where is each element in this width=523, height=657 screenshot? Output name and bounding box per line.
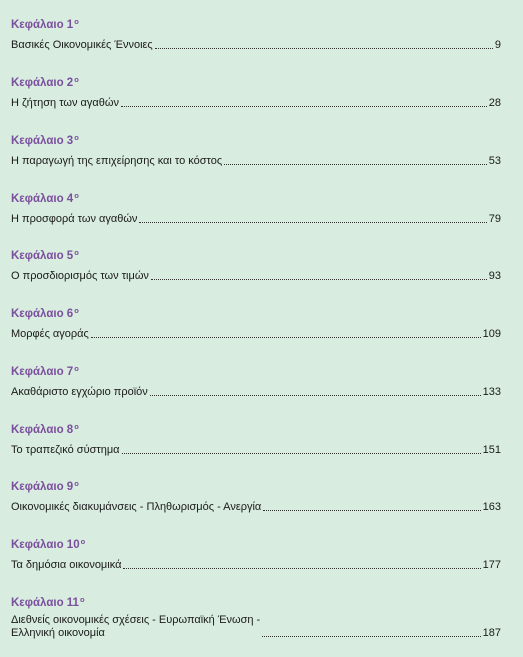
- chapter-heading: [11, 246, 79, 263]
- entry-title-line-1: Διεθνείς οικονομικές σχέσεις - Ευρωπαϊκή Ένωση -: [11, 614, 261, 626]
- chapter-label: Κεφάλαιο 1: [11, 19, 74, 31]
- toc-entry[interactable]: [11, 328, 501, 341]
- toc-entry[interactable]: [11, 444, 501, 457]
- toc-entry[interactable]: [11, 213, 501, 226]
- page-number: 28: [488, 97, 501, 109]
- page-number: 79: [488, 213, 501, 225]
- dot-leader: [224, 163, 487, 165]
- dot-leader: [123, 567, 480, 569]
- chapter-ordinal: ο: [74, 479, 79, 488]
- dot-leader: [150, 394, 481, 396]
- page-number: 187: [482, 627, 501, 639]
- entry-title: Η προσφορά των αγαθών: [11, 213, 138, 225]
- toc-entry[interactable]: [11, 386, 501, 399]
- entry-title: Η ζήτηση των αγαθών: [11, 97, 119, 109]
- toc-entry[interactable]: [11, 97, 501, 110]
- toc-entry[interactable]: [11, 39, 501, 52]
- toc-entry[interactable]: [11, 155, 501, 168]
- entry-title: Ακαθάριστο εγχώριο προϊόν: [11, 386, 148, 398]
- chapter-heading: [11, 15, 79, 32]
- chapter-heading: [11, 593, 85, 610]
- chapter-label: Κεφάλαιο 9: [11, 481, 74, 493]
- toc-entry[interactable]: [11, 501, 501, 514]
- chapter-heading: [11, 420, 79, 437]
- chapter-heading: [11, 477, 79, 494]
- chapter-ordinal: ο: [74, 75, 79, 84]
- dot-leader: [262, 635, 480, 637]
- page-number: 9: [494, 39, 501, 51]
- entry-title: Το τραπεζικό σύστημα: [11, 444, 120, 456]
- dot-leader: [121, 105, 487, 107]
- page-number: 163: [482, 501, 501, 513]
- chapter-heading: [11, 535, 85, 552]
- chapter-heading: [11, 362, 79, 379]
- dot-leader: [151, 278, 487, 280]
- page-number: 53: [488, 155, 501, 167]
- dot-leader: [122, 452, 481, 454]
- chapter-label: Κεφάλαιο 3: [11, 135, 74, 147]
- toc-entry[interactable]: [11, 559, 501, 572]
- entry-title: Οικονομικές διακυμάνσεις - Πληθωρισμός - Ανεργία: [11, 501, 262, 513]
- page-number: 109: [482, 328, 501, 340]
- chapter-label: Κεφάλαιο 7: [11, 366, 74, 378]
- entry-title: Ο προσδιορισμός των τιμών: [11, 270, 149, 282]
- dot-leader: [139, 221, 486, 223]
- page-number: 133: [482, 386, 501, 398]
- chapter-heading: [11, 304, 79, 321]
- chapter-heading: [11, 189, 79, 206]
- page-number: 93: [488, 270, 501, 282]
- chapter-label: Κεφάλαιο 10: [11, 539, 80, 551]
- chapter-ordinal: ο: [74, 422, 79, 431]
- page-number: 151: [482, 444, 501, 456]
- chapter-label: Κεφάλαιο 2: [11, 77, 74, 89]
- chapter-ordinal: ο: [74, 191, 79, 200]
- chapter-heading: [11, 131, 79, 148]
- chapter-heading: [11, 73, 79, 90]
- chapter-ordinal: ο: [74, 306, 79, 315]
- toc-entry[interactable]: [11, 270, 501, 283]
- entry-title: Μορφές αγοράς: [11, 328, 89, 340]
- chapter-ordinal: ο: [74, 248, 79, 257]
- chapter-ordinal: ο: [74, 17, 79, 26]
- chapter-ordinal: ο: [80, 537, 86, 546]
- chapter-label: Κεφάλαιο 11: [11, 597, 79, 609]
- entry-title: Βασικές Οικονομικές Έννοιες: [11, 39, 153, 51]
- dot-leader: [263, 509, 480, 511]
- chapter-label: Κεφάλαιο 4: [11, 193, 74, 205]
- chapter-label: Κεφάλαιο 8: [11, 424, 74, 436]
- chapter-label: Κεφάλαιο 6: [11, 308, 74, 320]
- chapter-label: Κεφάλαιο 5: [11, 250, 74, 262]
- entry-title-line-2: Ελληνική οικονομία: [11, 627, 105, 639]
- entry-title: Η παραγωγή της επιχείρησης και το κόστος: [11, 155, 223, 167]
- entry-title: [11, 614, 260, 640]
- entry-title: Τα δημόσια οικονομικά: [11, 559, 122, 571]
- toc-entry[interactable]: [11, 614, 501, 640]
- dot-leader: [155, 47, 493, 49]
- page-number: 177: [482, 559, 501, 571]
- chapter-ordinal: ο: [79, 595, 85, 604]
- dot-leader: [91, 336, 481, 338]
- chapter-ordinal: ο: [74, 364, 79, 373]
- chapter-ordinal: ο: [74, 133, 79, 142]
